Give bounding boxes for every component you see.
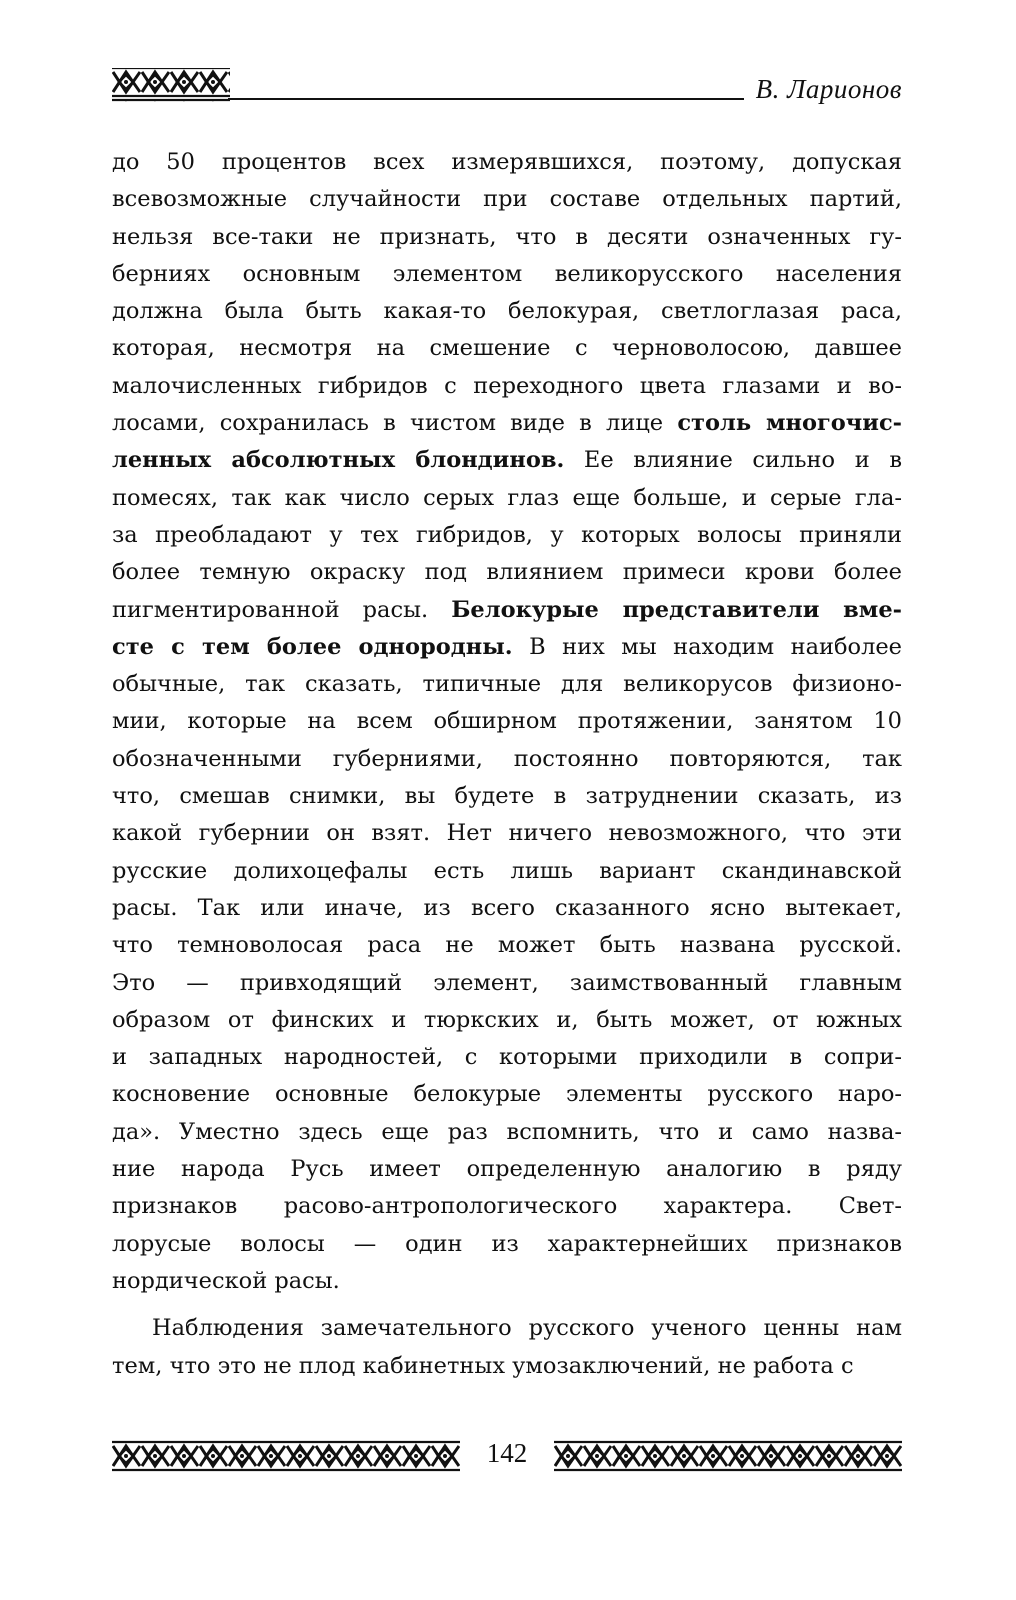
text-line: нельзя все-таки не признать, что в десяти означенных гу- bbox=[112, 223, 902, 250]
text-line: обычные, так сказать, типичные для великорусов физионо- bbox=[112, 671, 902, 698]
text-line: обозначенными губерниями, постоянно повторяются, так bbox=[112, 745, 902, 772]
bold-emphasis: ленных абсолютных блондинов. bbox=[112, 447, 565, 474]
text-segment: Ее влияние сильно и в bbox=[564, 447, 902, 474]
paragraph-gap bbox=[112, 1300, 902, 1310]
text-line: признаков расово-антропологического характера. Свет- bbox=[112, 1193, 902, 1220]
text-line: до 50 процентов всех измерявшихся, поэтому, допуская bbox=[112, 149, 902, 175]
bold-emphasis: столь многочис- bbox=[677, 410, 902, 437]
text-line: ние народа Русь имеет определенную аналогию в ряду bbox=[112, 1156, 902, 1183]
page-footer bbox=[112, 1436, 902, 1476]
text-line: образом от финских и тюркских и, быть может, от южных bbox=[112, 1006, 902, 1033]
text-line: нордической расы. bbox=[112, 1267, 340, 1294]
braided-knot-ornament-icon bbox=[112, 66, 230, 104]
bold-emphasis: Белокурые представители вме- bbox=[451, 596, 902, 623]
text-line: что темноволосая раса не может быть названа русской. bbox=[112, 932, 902, 959]
text-line: помесях, так как число серых глаз еще больше, и серые гла- bbox=[112, 484, 902, 511]
text-line: берниях основным элементом великорусского населения bbox=[112, 260, 902, 287]
text-line: тем, что это не плод кабинетных умозаключений, не работа с bbox=[112, 1352, 854, 1379]
bold-emphasis: сте с тем более однородны. bbox=[112, 633, 513, 660]
text-line: за преобладают у тех гибридов, у которых волосы приняли bbox=[112, 521, 902, 548]
text-line: Наблюдения замечательного русского ученого ценны нам bbox=[152, 1315, 902, 1342]
text-line: русские долихоцефалы есть лишь вариант скандинавской bbox=[112, 857, 902, 884]
text-line: и западных народностей, с которыми приходили в сопри- bbox=[112, 1044, 902, 1071]
text-line: что, смешав снимки, вы будете в затруднении сказать, из bbox=[112, 783, 902, 810]
text-line: должна была быть какая-то белокурая, светлоглазая раса, bbox=[112, 298, 902, 325]
text-line bbox=[112, 405, 902, 442]
running-head: В. Ларионов bbox=[755, 74, 902, 104]
text-line bbox=[112, 592, 902, 629]
text-line: да». Уместно здесь еще раз вспомнить, что и само назва- bbox=[112, 1118, 902, 1145]
text-line: всевозможные случайности при составе отдельных партий, bbox=[112, 186, 902, 213]
text-line: какой губернии он взят. Нет ничего невозможного, что эти bbox=[112, 820, 902, 847]
text-line: малочисленных гибридов с переходного цвета глазами и во- bbox=[112, 372, 902, 399]
header-rule bbox=[228, 98, 744, 100]
page-header bbox=[112, 60, 902, 110]
text-line: расы. Так или иначе, из всего сказанного ясно вытекает, bbox=[112, 894, 902, 921]
text-line: Это — привходящий элемент, заимствованный главным bbox=[112, 969, 902, 996]
braided-knot-ornament-strip-right-icon bbox=[554, 1440, 902, 1472]
text-line bbox=[112, 442, 902, 479]
text-line: более темную окраску под влиянием примеси крови более bbox=[112, 559, 902, 586]
text-segment: В них мы находим наиболее bbox=[512, 633, 902, 660]
text-segment: лосами, сохранилась в чистом виде в лице bbox=[112, 410, 678, 437]
text-line: лорусые волосы — один из характернейших признаков bbox=[112, 1230, 902, 1257]
page-number: 142 bbox=[486, 1438, 528, 1468]
text-line bbox=[112, 629, 902, 666]
text-segment: пигментированной расы. bbox=[112, 596, 452, 623]
text-line: которая, несмотря на смешение с черноволосою, давшее bbox=[112, 335, 902, 362]
body-text bbox=[112, 144, 902, 1385]
text-line: косновение основные белокурые элементы русского наро- bbox=[112, 1081, 902, 1108]
text-line: мии, которые на всем обширном протяжении, занятом 10 bbox=[112, 708, 902, 735]
